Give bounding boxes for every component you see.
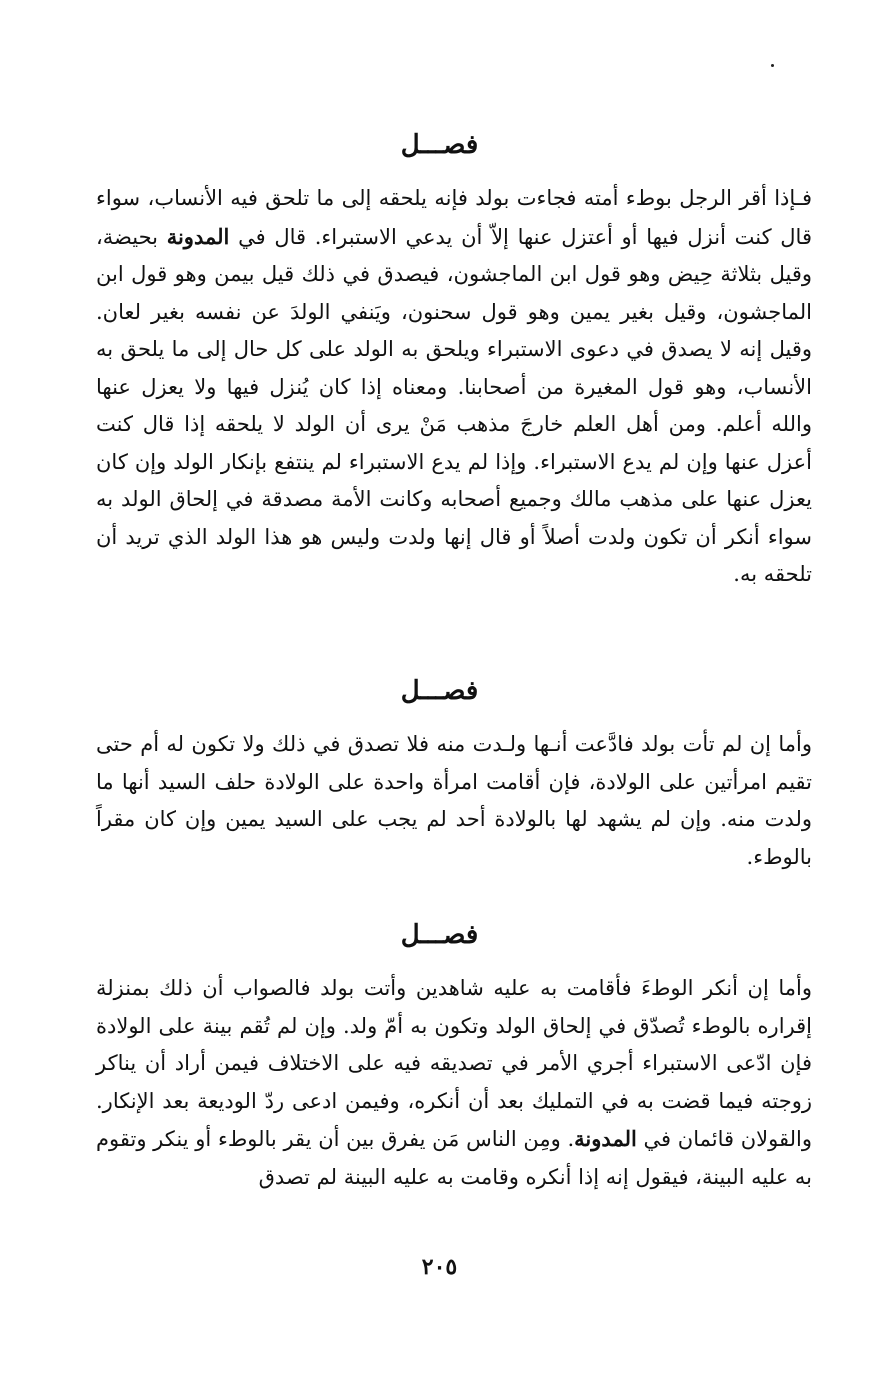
section-paragraph-2 <box>96 726 812 876</box>
paragraph-2-text: وأما إن لم تأت بولد فادَّعت أنـها ولـدت منه فلا تصدق في ذلك ولا تكون له أم حتى تقيم امرأتين على الولادة، فإن أقامت امرأة واحدة على الولادة حلف السيد أنها ما ولدت منه. وإن لم يشهد لها بالولادة أحد لم يجب على السيد يمين وإن كان مقراً بالوطء. <box>96 732 812 869</box>
section-heading-2 <box>0 674 879 708</box>
section-paragraph-3 <box>96 970 812 1196</box>
section-heading-1 <box>0 128 879 162</box>
section-heading-3 <box>0 918 879 952</box>
section-heading-1-text: فصـــل <box>400 130 479 160</box>
section-heading-3-text: فصـــل <box>400 920 479 950</box>
paragraph-1-bold-term: المدونة <box>166 223 230 249</box>
scan-speck <box>771 64 774 67</box>
section-heading-2-text: فصـــل <box>400 676 479 706</box>
paragraph-3-bold-term: المدونة <box>574 1126 637 1151</box>
section-paragraph-1 <box>96 180 812 594</box>
paragraph-1-text-b: بحيضة، وقيل بثلاثة حِيض وهو قول ابن الماجشون، فيصدق في ذلك قيل بيمن وهو قول ابن الماجشون، وقيل بغير يمين وهو قول سحنون، ويَنفي الولدَ عن نفسه بغير لعان. وقيل إنه لا يصدق في دعوى الاستبراء ويلحق به الولد على كل حال إلى ما يلحق به الأنساب، وهو قول المغيرة من أصحابنا. ومعناه إذا كان يُنزل فيها ولا يعزل عنها والله أعلم. ومن أهل العلم خارجَ مذهب مَنْ يرى أن الولد لا يلحقه إذا قال كنت أعزل عنها وإن لم يدع الاستبراء. وإذا لم يدع الاستبراء لم ينتفع بإنكار الولد وإن كان يعزل عنها على مذهب مالك وجميع أصحابه وكانت الأمة مصدقة في إلحاق الولد به سواء أنكر أن تكون ولدت أصلاً أو قال إنها ولدت وليس هو هذا الولد الذي تريد أن تلحقه به. <box>96 224 812 586</box>
paragraph-3-text-b: . ومِن الناس مَن يفرق بين أن يقر بالوطء أو ينكر وتقوم به عليه البينة، فيقول إنه إذا أنكره وقامت به عليه البينة لم تصدق <box>96 1127 812 1189</box>
paragraph-3-text-a: وأما إن أنكر الوطءَ فأقامت به عليه شاهدين وأتت بولد فالصواب أن ذلك بمنزلة إقراره بالوطء تُصدّق في إلحاق الولد وتكون به أمّ ولد. وإن لم تُقم بينة على الولادة فإن ادّعى الاستبراء أجري الأمر في تصديقه فيه على الاختلاف فيمن أراد أن يناكر زوجته فيما قضت به في التمليك بعد أن أنكره، وفيمن ادعى ردّ الوديعة بعد الإنكار. والقولان قائمان في <box>96 976 812 1151</box>
page-number: ٢٠٥ <box>421 1254 458 1280</box>
paragraph-1-text-a: فـإذا أقر الرجل بوطء أمته فجاءت بولد فإنه يلحقه إلى ما تلحق فيه الأنساب، سواء قال كنت أنزل فيها أو أعتزل عنها إلاّ أن يدعي الاستبراء. قال في <box>96 186 812 249</box>
